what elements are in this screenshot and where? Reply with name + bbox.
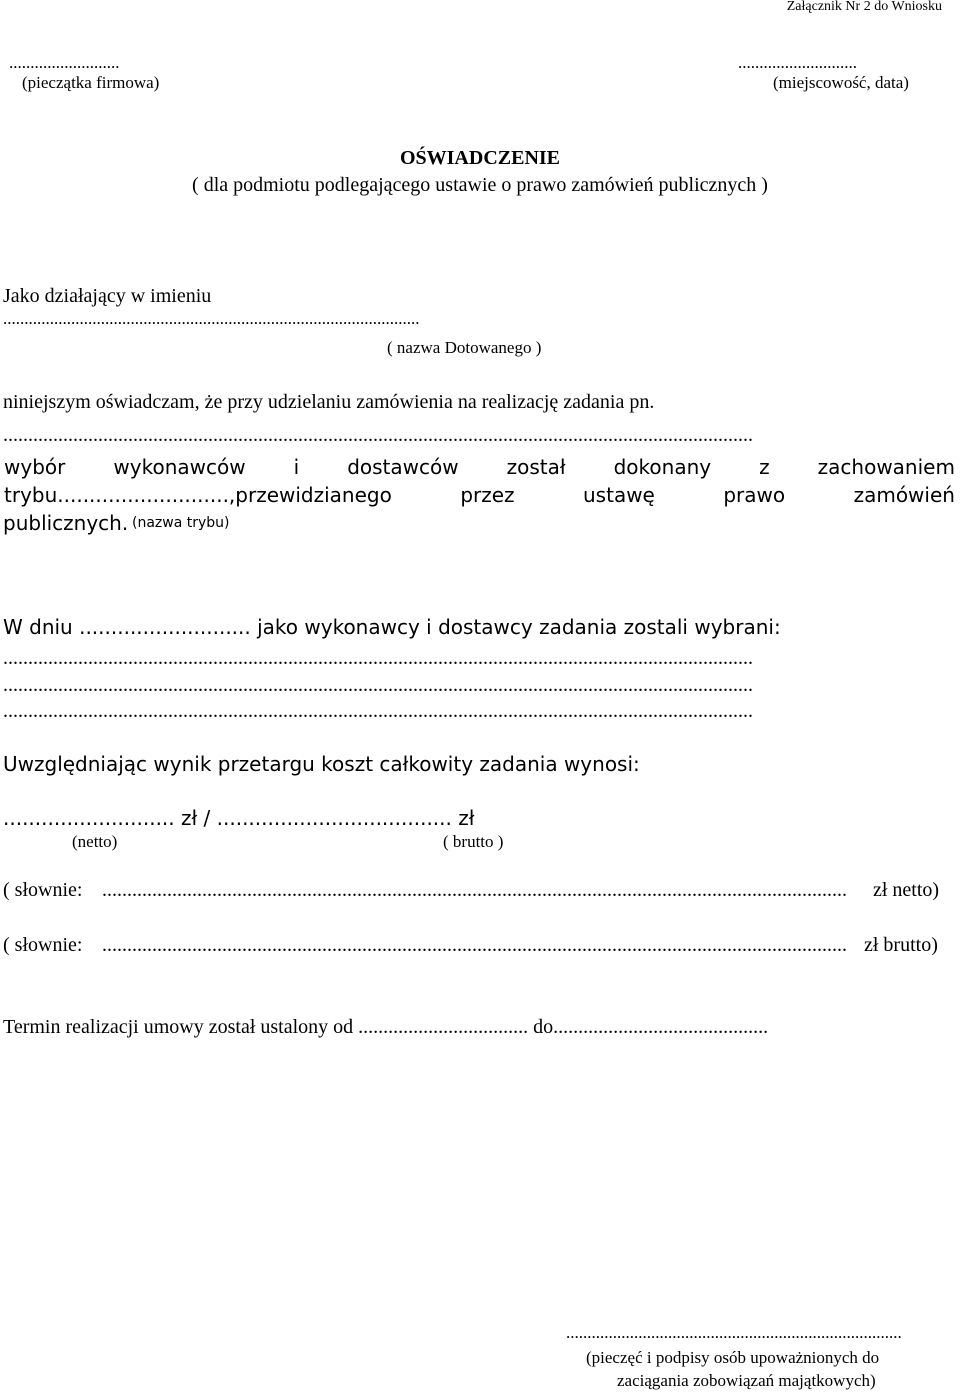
net-words-prefix: ( słownie: [3,879,83,901]
declaration-word: zachowaniem [817,455,955,479]
signature-label-line2: zaciągania zobowiązań majątkowych) [617,1371,876,1390]
document-title: OŚWIADCZENIE [399,147,561,169]
declaration-word: dostawców [347,455,459,479]
place-date-label: (miejscowość, data) [773,73,909,92]
selection-line: W dniu ........................... jako wykonawcy i dostawcy zadania zostali wybrani: [3,615,781,639]
declaration-word: dokonany [613,455,712,479]
declaration-word: przez [460,483,515,507]
contractors-dots: ...................................................................................................................................................... [3,701,753,721]
net-words-suffix: zł netto) [873,879,940,901]
signature-dots: ............................................................................... [566,1323,902,1342]
declaration-word: zamówień [853,483,955,507]
signature-label-line1: (pieczęć i podpisy osób upoważnionych do [586,1348,880,1367]
place-date-dots: ............................ [738,53,857,72]
acting-intro: Jako działający w imieniu [3,285,212,307]
procurement-mode-label: (nazwa trybu) [132,515,230,531]
term-line: Termin realizacji umowy został ustalony od .................................. do........................................... [3,1016,769,1038]
attachment-label: Załącznik Nr 2 do Wniosku [786,0,942,14]
gross-label: ( brutto ) [443,832,504,851]
cost-amount-line: ........................... zł / ..................................... zł [3,806,475,830]
declaration-word: prawo [723,483,786,507]
declaration-end: publicznych. [3,511,129,535]
declaration-word: wykonawców [113,455,246,479]
declaration-justified-line [4,485,955,505]
gross-words-dots: ..................................................................................................................................................... [102,935,847,955]
gross-words-suffix: zł brutto) [864,934,938,956]
declaration-justified-line [4,457,955,477]
declaration-word: wybór [4,455,66,479]
document-subtitle: ( dla podmiotu podlegającego ustawie o prawo zamówień publicznych ) [192,174,768,196]
gross-words-prefix: ( słownie: [3,934,83,956]
declaration-line: niniejszym oświadczam, że przy udzielaniu zamówienia na realizację zadania pn. [3,391,655,413]
declaration-word: ustawę [583,483,655,507]
task-name-dots: ...................................................................................................................................................... [3,425,753,445]
stamp-label: (pieczątka firmowa) [22,73,160,92]
cost-intro: Uwzględniając wynik przetargu koszt całkowity zadania wynosi: [3,752,640,776]
declaration-word: z [759,455,770,479]
beneficiary-name-dots: .................................................................................................. [3,309,420,328]
declaration-word: trybu...........................,przewidzianego [4,483,392,507]
declaration-word: został [506,455,566,479]
net-label: (netto) [72,832,118,851]
contractors-dots: ...................................................................................................................................................... [3,675,753,695]
contractors-dots: ...................................................................................................................................................... [3,648,753,668]
stamp-dots: .......................... [9,53,120,72]
declaration-word: i [293,455,300,479]
beneficiary-name-label: ( nazwa Dotowanego ) [387,338,542,357]
net-words-dots: ..................................................................................................................................................... [102,880,847,900]
